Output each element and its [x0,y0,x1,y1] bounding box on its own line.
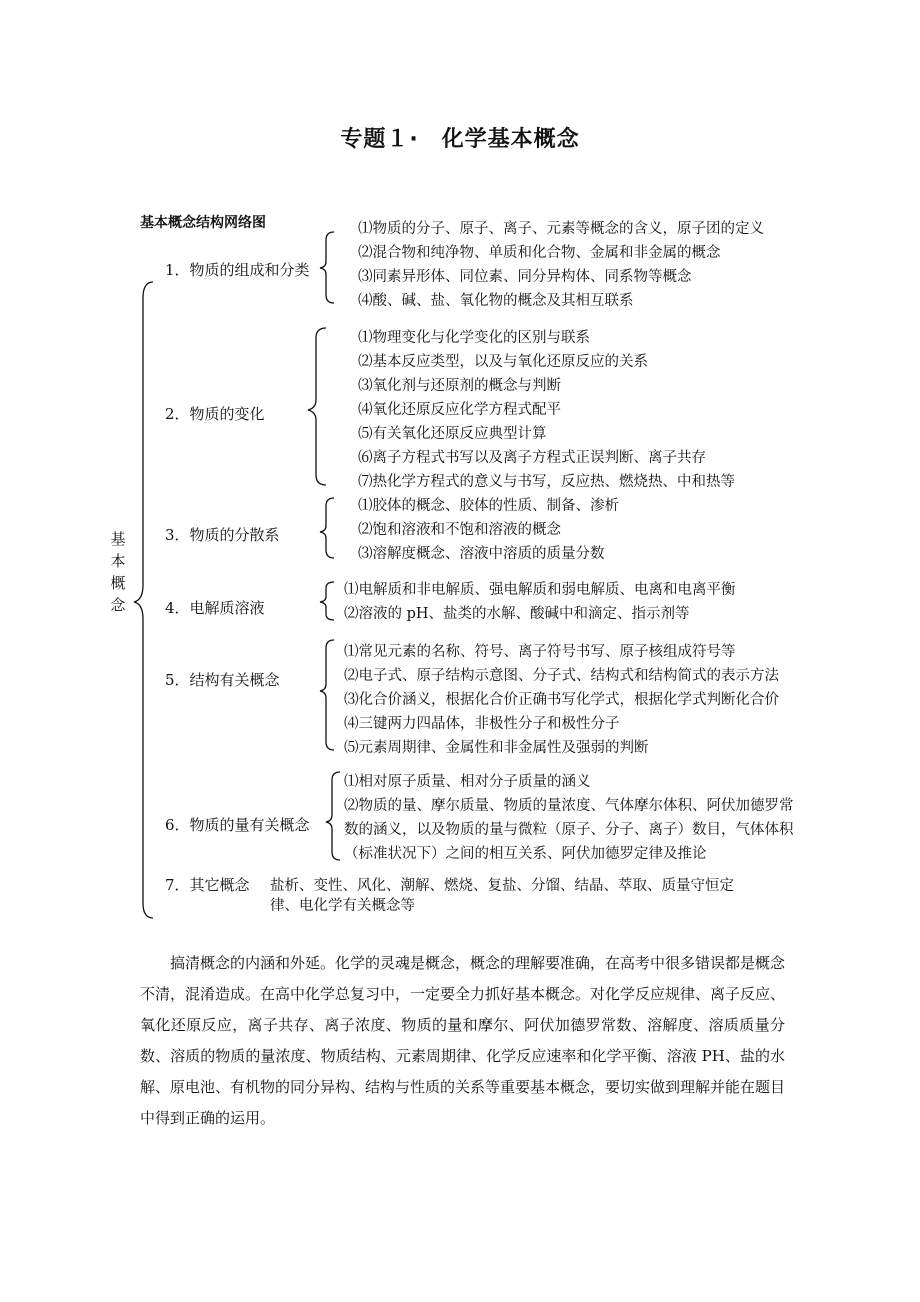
category-item: （标准状况下）之间的相互关系、阿伏加德罗定律及推论 [344,846,707,862]
root-brace [134,282,153,918]
category-item: ⑵混合物和纯净物、单质和化合物、金属和非金属的概念 [358,245,721,261]
brace-cat-6 [326,772,340,860]
root-label-char: 基 [110,530,126,548]
category-item: ⑵物质的量、摩尔质量、物质的量浓度、气体摩尔体积、阿伏加德罗常 [344,798,794,814]
category-item: ⑴胶体的概念、胶体的性质、制备、渗析 [358,498,619,514]
paragraph-text: 搞清概念的内涵和外延。化学的灵魂是概念，概念的理解要准确，在高考中很多错误都是概念不清，混淆造成。在高中化学总复习中，一定要全力抓好基本概念。对化学反应规律、离子反应、氧化还原反应，离子共存、离子浓度、物质的量和摩尔、阿伏加德罗常数、溶解度、溶质质量分数、溶质的物质的量浓度、物质结构、元素周期律、化学反应速率和化学平衡、溶液 PH、盐的水解、原电池、有机物的同分异构、结构与性质的关系等重要基本概念，要切实做到理解并能在题目中得到正确的运用。 [140,954,786,1127]
category-item: 盐析、变性、风化、潮解、燃烧、复盐、分馏、结晶、萃取、质量守恒定 [270,878,734,894]
category-item: ⑷氧化还原反应化学方程式配平 [358,402,561,418]
category-item: ⑶化合价涵义，根据化合价正确书写化学式，根据化学式判断化合价 [344,692,779,708]
root-label-char: 本 [110,552,126,570]
category-label: 6．物质的量有关概念 [165,816,310,834]
body-paragraph [140,948,785,1134]
category-item: ⑹离子方程式书写以及离子方程式正误判断、离子共存 [358,450,706,466]
category-item: 数的涵义，以及物质的量与微粒（原子、分子、离子）数目，气体体积 [344,822,794,838]
category-label: 3．物质的分散系 [165,526,280,544]
category-label: 7．其它概念 [165,876,250,894]
diagram-subtitle: 基本概念结构网络图 [140,215,266,231]
category-item: ⑴相对原子质量、相对分子质量的涵义 [344,774,591,790]
brace-cat-1 [320,232,334,303]
brace-cat-5 [320,640,334,750]
category-label: 1．物质的组成和分类 [165,261,310,279]
category-item: ⑴电解质和非电解质、强电解质和弱电解质、电离和电离平衡 [344,582,736,598]
category-item: ⑴物质的分子、原子、离子、元素等概念的含义，原子团的定义 [358,221,764,237]
root-label-char: 概 [110,574,126,592]
category-item: ⑵溶液的 pH、盐类的水解、酸碱中和滴定、指示剂等 [344,606,690,622]
category-item: 律、电化学有关概念等 [270,898,415,914]
category-item: ⑵饱和溶液和不饱和溶液的概念 [358,522,561,538]
brace-cat-3 [320,498,334,558]
category-item: ⑸有关氧化还原反应典型计算 [358,426,547,442]
brace-cat-2 [308,328,326,485]
root-label-char: 念 [110,596,126,614]
category-item: ⑵电子式、原子结构示意图、分子式、结构式和结构简式的表示方法 [344,668,779,684]
category-label: 4．电解质溶液 [165,599,265,617]
category-item: ⑴物理变化与化学变化的区别与联系 [358,330,590,346]
category-item: ⑶溶解度概念、溶液中溶质的质量分数 [358,546,605,562]
category-item: ⑶氧化剂与还原剂的概念与判断 [358,378,561,394]
category-item: ⑸元素周期律、金属性和非金属性及强弱的判断 [344,740,649,756]
page-title: 专题１· 化学基本概念 [340,127,580,152]
brace-cat-4 [320,582,334,620]
category-item: ⑺热化学方程式的意义与书写，反应热、燃烧热、中和热等 [358,474,735,490]
category-item: ⑷三键两力四晶体，非极性分子和极性分子 [344,716,620,732]
category-item: ⑶同素异形体、同位素、同分异构体、同系物等概念 [358,269,692,285]
category-label: 5．结构有关概念 [165,671,280,689]
category-item: ⑵基本反应类型，以及与氧化还原反应的关系 [358,354,648,370]
category-label: 2．物质的变化 [165,405,265,423]
category-item: ⑴常见元素的名称、符号、离子符号书写、原子核组成符号等 [344,644,736,660]
category-item: ⑷酸、碱、盐、氧化物的概念及其相互联系 [358,293,634,309]
